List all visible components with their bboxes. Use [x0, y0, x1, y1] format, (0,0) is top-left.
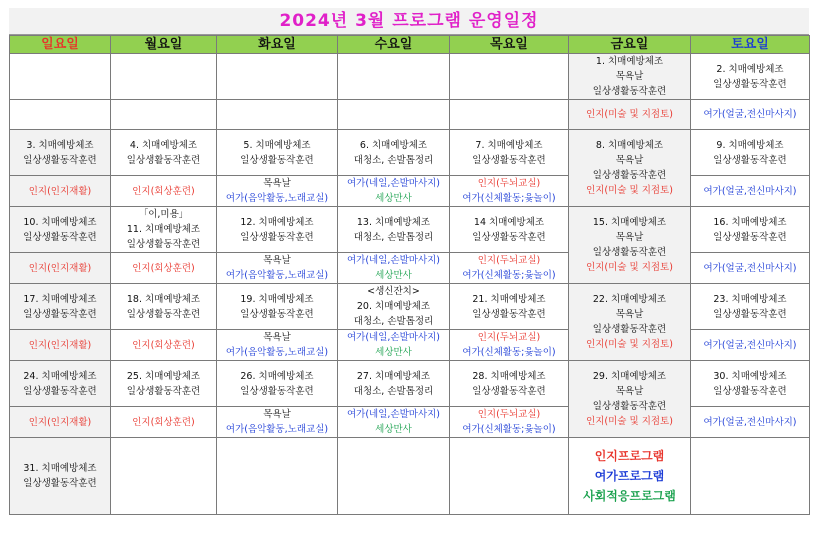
schedule-table	[9, 35, 810, 515]
empty-cell	[450, 438, 569, 515]
day-activity: 1. 치매예방체조	[595, 56, 664, 67]
day-activity: 일상생활동작훈련	[240, 231, 314, 243]
program-leisure: 여가(신체활동;윷놀이)	[462, 424, 556, 435]
program-cognitive: 인지(인지재활)	[10, 330, 111, 361]
empty-cell	[691, 438, 810, 515]
day-activity: 일상생활동작훈련	[472, 154, 546, 166]
day-activity: 일상생활동작훈련	[23, 154, 97, 166]
day-cell-18	[111, 284, 217, 330]
day-cell-5	[217, 130, 338, 176]
program-cell	[450, 407, 569, 438]
day-activity: 목욕날	[615, 386, 644, 397]
day-cell-15	[569, 207, 691, 284]
day-activity: 일상생활동작훈련	[472, 231, 546, 243]
day-cell-26	[217, 361, 338, 407]
day-activity: 일상생활동작훈련	[472, 308, 546, 320]
day-activity: 일상생활동작훈련	[592, 401, 667, 412]
day-activity: 일상생활동작훈련	[713, 308, 787, 320]
day-activity: 24. 치매예방체조	[23, 370, 97, 382]
event-note: <생신잔치>	[367, 286, 420, 297]
program-cell	[338, 330, 450, 361]
day-activity: 20. 치매예방체조	[356, 301, 431, 312]
day-activity: 14 치매예방체조	[473, 216, 545, 228]
day-activity: 대청소, 손발톱정리	[353, 385, 434, 397]
empty-cell	[111, 438, 217, 515]
day-cell-19	[217, 284, 338, 330]
page-title: 2024년 3월 프로그램 운영일정	[9, 8, 809, 35]
program-leisure: 여가(신체활동;윷놀이)	[462, 193, 556, 204]
day-cell-23	[691, 284, 810, 330]
program-leisure: 여가(신체활동;윷놀이)	[462, 270, 556, 281]
program-cognitive: 인지(인지재활)	[10, 407, 111, 438]
day-cell-3	[10, 130, 111, 176]
program-social: 세상만사	[375, 193, 412, 204]
legend-leisure: 여가프로그램	[594, 469, 665, 483]
program-leisure: 여가(얼굴,전신마사지)	[691, 100, 810, 130]
weekday-thu: 목요일	[450, 36, 569, 54]
day-activity: 21. 치매예방체조	[472, 293, 546, 305]
day-activity: 일상생활동작훈련	[126, 308, 201, 320]
day-activity: 대청소, 손발톱정리	[353, 154, 434, 166]
day-activity: 일상생활동작훈련	[713, 78, 787, 90]
day-activity: 5. 치매예방체조	[243, 139, 311, 151]
day-activity: 15. 치매예방체조	[592, 217, 667, 228]
program-cell	[450, 176, 569, 207]
day-cell-24	[10, 361, 111, 407]
day-activity: 일상생활동작훈련	[592, 324, 667, 335]
program-cognitive: 인지(회상훈련)	[111, 330, 217, 361]
bath-day: 목욕날	[263, 409, 291, 420]
day-activity: 19. 치매예방체조	[240, 293, 314, 305]
day-cell-31	[10, 438, 111, 515]
program-cell	[450, 253, 569, 284]
weekday-tue: 화요일	[217, 36, 338, 54]
program-cognitive: 인지(미술 및 지점토)	[586, 416, 673, 427]
weekday-header-row	[10, 36, 810, 54]
day-cell-27	[338, 361, 450, 407]
day-cell-22	[569, 284, 691, 361]
day-activity: 일상생활동작훈련	[472, 385, 546, 397]
day-activity: 일상생활동작훈련	[592, 247, 667, 258]
day-activity: 일상생활동작훈련	[713, 231, 787, 243]
empty-cell	[217, 54, 338, 100]
day-activity: 일상생활동작훈련	[713, 154, 787, 166]
day-cell-16	[691, 207, 810, 253]
program-cell	[217, 176, 338, 207]
weekday-sun: 일요일	[10, 36, 111, 54]
program-cognitive: 인지(회상훈련)	[111, 407, 217, 438]
day-activity: 9. 치매예방체조	[716, 139, 784, 151]
program-cognitive: 인지(두뇌교실)	[477, 178, 541, 189]
day-cell-7	[450, 130, 569, 176]
day-cell-29	[569, 361, 691, 438]
day-cell-8	[569, 130, 691, 207]
program-leisure: 여가(음악활동,노래교실)	[225, 424, 329, 435]
day-activity: 일상생활동작훈련	[592, 86, 667, 97]
program-cognitive: 인지(회상훈련)	[111, 253, 217, 284]
program-cell	[450, 330, 569, 361]
day-activity: 26. 치매예방체조	[240, 370, 314, 382]
program-leisure: 여가(신체활동;윷놀이)	[462, 347, 556, 358]
empty-cell	[338, 438, 450, 515]
day-activity: 12. 치매예방체조	[240, 216, 314, 228]
program-leisure: 여가(음악활동,노래교실)	[225, 270, 329, 281]
day-cell-6	[338, 130, 450, 176]
day-activity: 2. 치매예방체조	[716, 63, 784, 75]
program-cell	[217, 253, 338, 284]
program-social: 세상만사	[375, 424, 412, 435]
day-activity: 27. 치매예방체조	[356, 370, 431, 382]
program-cell	[338, 253, 450, 284]
day-cell-10	[10, 207, 111, 253]
day-activity: 일상생활동작훈련	[23, 478, 97, 489]
day-cell-12	[217, 207, 338, 253]
day-activity: 29. 치매예방체조	[592, 371, 667, 382]
day-activity: 17. 치매예방체조	[23, 293, 97, 305]
weekday-wed: 수요일	[338, 36, 450, 54]
empty-cell	[217, 100, 338, 130]
program-leisure: 여가(네일,손발마사지)	[346, 255, 441, 266]
weekday-fri: 금요일	[569, 36, 691, 54]
program-social: 세상만사	[375, 270, 412, 281]
day-activity: 목욕날	[615, 155, 644, 166]
day-activity: 대청소, 손발톱정리	[353, 231, 434, 243]
empty-cell	[338, 54, 450, 100]
day-activity: 3. 치매예방체조	[26, 139, 94, 151]
program-cognitive: 인지(미술 및 지점토)	[586, 262, 673, 273]
day-activity: 일상생활동작훈련	[23, 385, 97, 397]
day-cell-17	[10, 284, 111, 330]
day-cell-4	[111, 130, 217, 176]
empty-cell	[10, 100, 111, 130]
empty-cell	[217, 438, 338, 515]
day-cell-28	[450, 361, 569, 407]
day-activity: 13. 치매예방체조	[356, 216, 431, 228]
day-activity: 일상생활동작훈련	[126, 385, 201, 397]
day-cell-20	[338, 284, 450, 330]
program-cognitive: 인지(회상훈련)	[111, 176, 217, 207]
program-legend	[569, 438, 691, 515]
program-leisure: 여가(네일,손발마사지)	[346, 409, 441, 420]
day-activity: 일상생활동작훈련	[240, 385, 314, 397]
program-leisure: 여가(얼굴,전신마사지)	[691, 253, 810, 284]
day-activity: 23. 치매예방체조	[713, 293, 787, 305]
bath-day: 목욕날	[263, 255, 291, 266]
day-cell-21	[450, 284, 569, 330]
day-activity: 목욕날	[615, 309, 644, 320]
day-activity: 일상생활동작훈련	[23, 308, 97, 320]
day-activity: 목욕날	[615, 232, 644, 243]
weekday-sat: 토요일	[691, 36, 810, 54]
day-activity: 30. 치매예방체조	[713, 370, 787, 382]
day-activity: 22. 치매예방체조	[592, 294, 667, 305]
day-cell-1	[569, 54, 691, 100]
day-activity: 일상생활동작훈련	[126, 239, 201, 250]
program-cell	[338, 176, 450, 207]
day-activity: 6. 치매예방체조	[359, 139, 428, 151]
program-social: 세상만사	[375, 347, 412, 358]
day-cell-13	[338, 207, 450, 253]
day-activity: 18. 치매예방체조	[126, 293, 201, 305]
day-activity: 목욕날	[615, 71, 644, 82]
legend-cognitive: 인지프로그램	[594, 449, 665, 463]
day-cell-30	[691, 361, 810, 407]
day-cell-25	[111, 361, 217, 407]
day-activity: 28. 치매예방체조	[472, 370, 546, 382]
day-activity: 11. 치매예방체조	[126, 224, 201, 235]
program-cognitive: 인지(두뇌교실)	[477, 409, 541, 420]
schedule-sheet	[9, 8, 809, 515]
program-leisure: 여가(음악활동,노래교실)	[225, 347, 329, 358]
day-activity: 일상생활동작훈련	[240, 154, 314, 166]
program-leisure: 여가(얼굴,전신마사지)	[691, 407, 810, 438]
day-cell-2	[691, 54, 810, 100]
day-activity: 일상생활동작훈련	[240, 308, 314, 320]
event-note: 「이,미용」	[138, 209, 189, 220]
empty-cell	[111, 54, 217, 100]
day-cell-14	[450, 207, 569, 253]
program-cognitive: 인지(인지재활)	[10, 176, 111, 207]
day-cell-11	[111, 207, 217, 253]
program-cell	[217, 330, 338, 361]
day-activity: 일상생활동작훈련	[713, 385, 787, 397]
bath-day: 목욕날	[263, 332, 291, 343]
day-activity: 10. 치매예방체조	[23, 216, 97, 228]
day-activity: 25. 치매예방체조	[126, 370, 201, 382]
day-activity: 일상생활동작훈련	[126, 154, 201, 166]
program-cognitive: 인지(인지재활)	[10, 253, 111, 284]
day-activity: 4. 치매예방체조	[129, 139, 198, 151]
legend-social: 사회적응프로그램	[583, 489, 676, 503]
program-leisure: 여가(얼굴,전신마사지)	[691, 176, 810, 207]
program-cognitive: 인지(두뇌교실)	[477, 332, 541, 343]
program-cognitive: 인지(미술 및 지점토)	[586, 185, 673, 196]
program-cognitive: 인지(두뇌교실)	[477, 255, 541, 266]
program-cell	[338, 407, 450, 438]
program-leisure: 여가(네일,손발마사지)	[346, 332, 441, 343]
empty-cell	[111, 100, 217, 130]
empty-cell	[450, 100, 569, 130]
day-activity: 일상생활동작훈련	[592, 170, 667, 181]
day-activity: 일상생활동작훈련	[23, 231, 97, 243]
program-leisure: 여가(네일,손발마사지)	[346, 178, 441, 189]
day-activity: 31. 치매예방체조	[23, 463, 97, 474]
day-activity: 대청소, 손발톱정리	[353, 316, 434, 327]
empty-cell	[450, 54, 569, 100]
program-leisure: 여가(음악활동,노래교실)	[225, 193, 329, 204]
program-leisure: 여가(얼굴,전신마사지)	[691, 330, 810, 361]
bath-day: 목욕날	[263, 178, 291, 189]
program-cell	[217, 407, 338, 438]
day-activity: 16. 치매예방체조	[713, 216, 787, 228]
empty-cell	[10, 54, 111, 100]
program-cognitive: 인지(미술 및 지점토)	[569, 100, 691, 130]
program-cognitive: 인지(미술 및 지점토)	[586, 339, 673, 350]
day-activity: 7. 치매예방체조	[475, 139, 543, 151]
empty-cell	[338, 100, 450, 130]
day-cell-9	[691, 130, 810, 176]
day-activity: 8. 치매예방체조	[595, 140, 664, 151]
weekday-mon: 월요일	[111, 36, 217, 54]
